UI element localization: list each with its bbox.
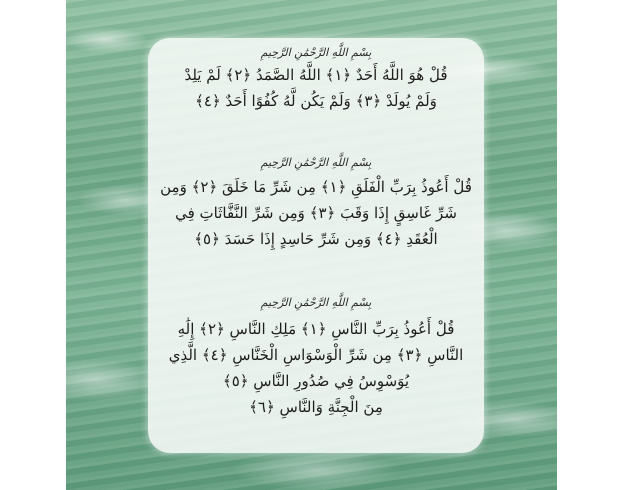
- bismillah-header: بِسْمِ اللَّهِ الرَّحْمَٰنِ الرَّحِيمِ: [260, 296, 372, 309]
- verse-line: قُلْ هُوَ اللَّهُ أَحَدٌ ﴿١﴾ اللَّهُ الصَّمَدُ ﴿٢﴾ لَمْ يَلِدْ: [184, 66, 448, 84]
- verse-line: النَّاسِ ﴿٣﴾ مِن شَرِّ الْوَسْوَاسِ الْخَنَّاسِ ﴿٤﴾ الَّذِي: [168, 346, 464, 364]
- verses-panel: [148, 38, 484, 453]
- bismillah-header: بِسْمِ اللَّهِ الرَّحْمَٰنِ الرَّحِيمِ: [260, 46, 372, 59]
- verse-line: يُوَسْوِسُ فِي صُدُورِ النَّاسِ ﴿٥﴾: [222, 372, 410, 390]
- verse-line: الْعُقَدِ ﴿٤﴾ وَمِن شَرِّ حَاسِدٍ إِذَا حَسَدَ ﴿٥﴾: [194, 230, 438, 248]
- verse-line: قُلْ أَعُوذُ بِرَبِّ الْفَلَقِ ﴿١﴾ مِن شَرِّ مَا خَلَقَ ﴿٢﴾ وَمِن: [160, 178, 472, 196]
- verse-line: مِنَ الْجِنَّةِ وَالنَّاسِ ﴿٦﴾: [249, 398, 383, 416]
- verse-line: شَرِّ غَاسِقٍ إِذَا وَقَبَ ﴿٣﴾ وَمِن شَرِّ النَّفَّاثَاتِ فِي: [175, 204, 457, 222]
- sea-background-photo: [66, 0, 557, 490]
- bismillah-header: بِسْمِ اللَّهِ الرَّحْمَٰنِ الرَّحِيمِ: [260, 156, 372, 169]
- verse-line: قُلْ أَعُوذُ بِرَبِّ النَّاسِ ﴿١﴾ مَلِكِ النَّاسِ ﴿٢﴾ إِلَٰهِ: [177, 320, 455, 338]
- verse-line: وَلَمْ يُولَدْ ﴿٣﴾ وَلَمْ يَكُن لَّهُ كُفُوًا أَحَدٌ ﴿٤﴾: [195, 92, 437, 110]
